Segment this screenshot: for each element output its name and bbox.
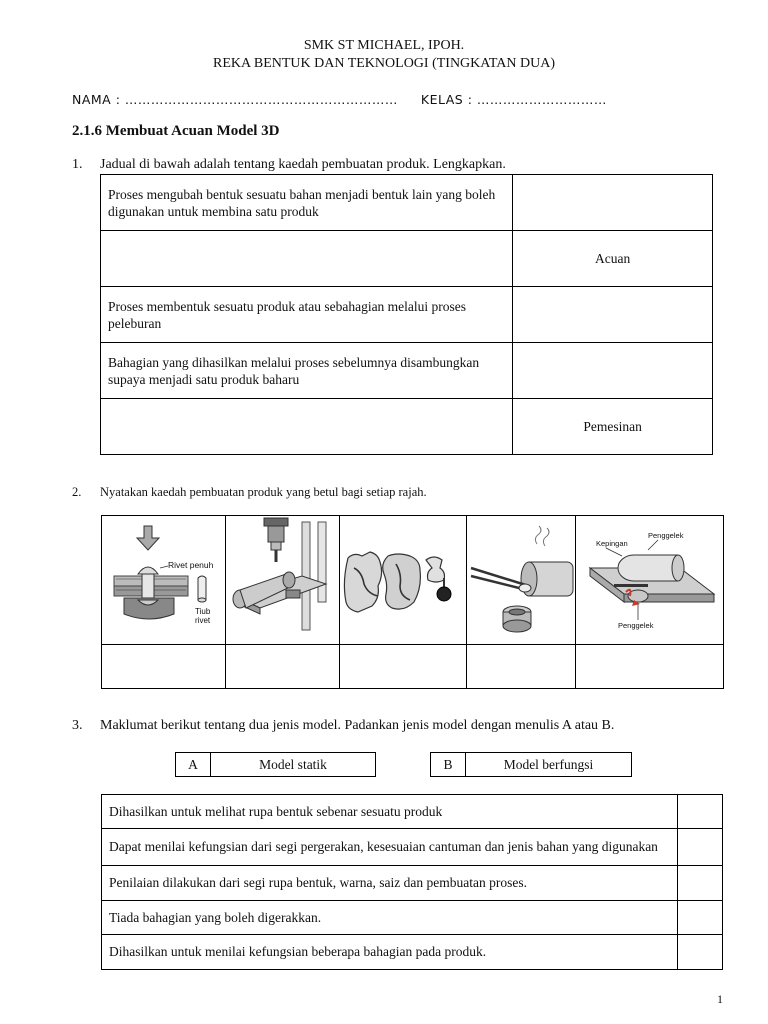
table-row [102, 829, 723, 866]
process-description: Proses membentuk sesuatu produk atau sebahagian melalui proses peleburan [101, 287, 513, 343]
table-row [102, 866, 723, 901]
process-answer[interactable] [513, 175, 713, 231]
table-row [102, 935, 723, 970]
question-3-text: Maklumat berikut tentang dua jenis model. Padankan jenis model dengan menulis A atau B. [100, 718, 615, 733]
process-answer[interactable] [513, 343, 713, 399]
tube-rivet-label-1: Tiub [195, 607, 211, 616]
table-row [101, 287, 713, 343]
table-row [101, 399, 713, 455]
process-answer[interactable] [513, 287, 713, 343]
question-3-table [101, 794, 723, 970]
roller-top-label: Penggelek [648, 531, 684, 540]
subject-title: REKA BENTUK DAN TEKNOLOGI (TINGKATAN DUA) [213, 56, 555, 71]
machining-illustration [226, 516, 338, 639]
question-3-number: 3. [72, 718, 83, 733]
section-title: 2.1.6 Membuat Acuan Model 3D [72, 123, 280, 139]
forming-image-cell [467, 516, 576, 645]
question-2-text: Nyatakan kaedah pembuatan produk yang betul bagi setiap rajah. [100, 485, 427, 499]
rolling-illustration [576, 516, 722, 639]
table-row [102, 901, 723, 935]
legend-b [430, 752, 632, 777]
rolling-image-cell [576, 516, 724, 645]
process-description: Bahagian yang dihasilkan melalui proses sebelumnya disambungkan supaya menjadi satu produk baharu [101, 343, 513, 399]
model-answer[interactable] [678, 866, 723, 901]
answer-cell[interactable] [467, 645, 576, 689]
rivet-illustration [102, 516, 224, 639]
legend-value: Model statik [259, 756, 327, 772]
question-2-number: 2. [72, 485, 82, 499]
sheet-label: Kepingan [596, 539, 628, 548]
name-field[interactable]: : ……………………………………………………… [115, 92, 398, 107]
model-description: Tiada bahagian yang boleh digerakkan. [102, 901, 678, 935]
answer-cell[interactable] [225, 645, 339, 689]
table-row [101, 231, 713, 287]
machining-image-cell [225, 516, 339, 645]
question-2-table [101, 515, 724, 689]
tube-rivet-label-2: rivet [195, 616, 211, 625]
name-label: NAMA [72, 92, 112, 107]
page-number: 1 [717, 992, 723, 1006]
process-description[interactable] [101, 399, 513, 455]
model-description: Dihasilkan untuk menilai kefungsian beberapa bahagian pada produk. [102, 935, 678, 970]
question-1-table [100, 174, 713, 455]
answer-row [102, 645, 724, 689]
model-description: Dapat menilai kefungsian dari segi pergerakan, kesesuaian cantuman dan jenis bahan yang digunakan [102, 829, 678, 866]
class-label: KELAS [420, 92, 464, 107]
model-answer[interactable] [678, 935, 723, 970]
rivet-full-label: Rivet penuh [168, 560, 214, 570]
process-description: Proses mengubah bentuk sesuatu bahan menjadi bentuk lain yang boleh digunakan untuk membina satu produk [101, 175, 513, 231]
legend-key: A [176, 753, 211, 776]
rivet-image-cell [102, 516, 226, 645]
table-row [101, 175, 713, 231]
casting-image-cell [339, 516, 467, 645]
answer-cell[interactable] [339, 645, 467, 689]
casting-illustration [340, 516, 466, 639]
answer-cell[interactable] [102, 645, 226, 689]
process-answer: Pemesinan [513, 399, 713, 455]
image-row [102, 516, 724, 645]
roller-bottom-label: Penggelek [618, 621, 654, 630]
model-description: Dihasilkan untuk melihat rupa bentuk sebenar sesuatu produk [102, 795, 678, 829]
answer-cell[interactable] [576, 645, 724, 689]
school-name: SMK ST MICHAEL, IPOH. [303, 38, 465, 53]
question-1-number: 1. [72, 157, 83, 172]
model-description: Penilaian dilakukan dari segi rupa bentuk, warna, saiz dan pembuatan proses. [102, 866, 678, 901]
question-1-text: Jadual di bawah adalah tentang kaedah pembuatan produk. Lengkapkan. [100, 157, 506, 172]
process-answer: Acuan [513, 231, 713, 287]
table-row [102, 795, 723, 829]
legend-a [175, 752, 376, 777]
table-row [101, 343, 713, 399]
forming-illustration [467, 516, 574, 639]
legend-value: Model berfungsi [503, 756, 594, 772]
legend-key: B [431, 753, 466, 776]
student-info [72, 92, 607, 107]
process-description[interactable] [101, 231, 513, 287]
model-answer[interactable] [678, 829, 723, 866]
model-answer[interactable] [678, 795, 723, 829]
class-field[interactable]: : ………………………… [467, 92, 607, 107]
model-answer[interactable] [678, 901, 723, 935]
